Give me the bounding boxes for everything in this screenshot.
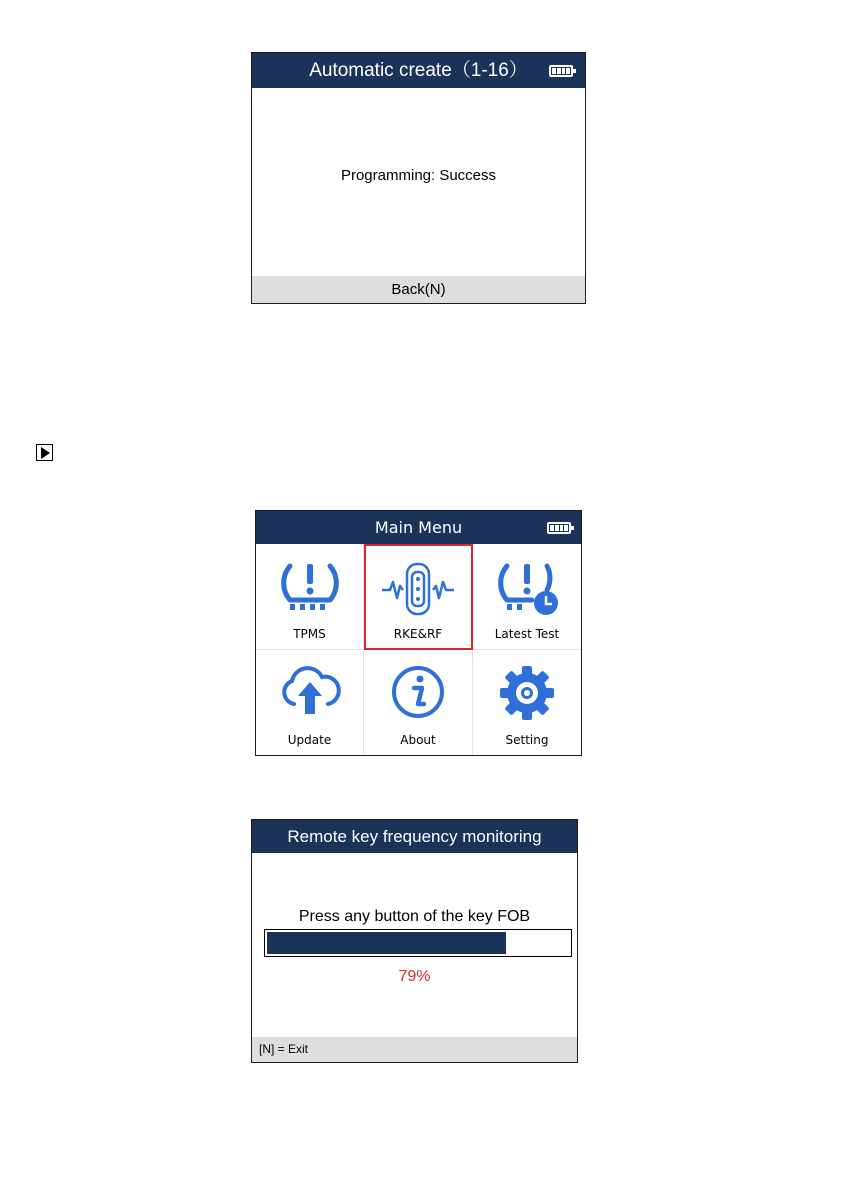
menu-item-rke-rf[interactable] <box>364 544 473 650</box>
progress-percent: 79% <box>398 968 431 985</box>
menu-item-label: RKE&RF <box>393 627 443 641</box>
gear-icon <box>498 664 556 722</box>
screen-title: Automatic create（1-16） <box>309 60 528 81</box>
menu-item-label: Latest Test <box>494 627 560 641</box>
battery-icon <box>549 65 573 77</box>
tpms-clock-icon <box>492 558 562 618</box>
play-bullet-icon <box>36 444 53 461</box>
remote-key-monitoring-screen <box>251 819 578 1063</box>
menu-grid <box>256 544 581 755</box>
screen-title: Main Menu <box>374 518 463 537</box>
battery-icon <box>547 522 571 534</box>
exit-hint[interactable]: [N] = Exit <box>252 1037 577 1062</box>
menu-item-label: Setting <box>505 733 549 747</box>
progress-bar <box>264 929 572 957</box>
menu-item-tpms[interactable] <box>256 544 364 650</box>
automatic-create-screen <box>251 52 586 304</box>
menu-item-label: TPMS <box>293 627 326 641</box>
tpms-icon <box>275 558 345 616</box>
menu-item-setting[interactable] <box>473 650 581 755</box>
main-menu-screen <box>255 510 582 756</box>
menu-item-label: About <box>400 733 436 747</box>
menu-item-about[interactable] <box>364 650 473 755</box>
title-bar <box>252 53 585 88</box>
status-message: Programming: Success <box>340 167 497 184</box>
progress-bar-fill <box>267 932 506 954</box>
menu-item-label: Update <box>287 733 332 747</box>
menu-item-latest-test[interactable] <box>473 544 581 650</box>
screen-title: Remote key frequency monitoring <box>287 827 542 846</box>
back-button[interactable]: Back(N) <box>252 276 585 303</box>
title-bar <box>256 511 581 544</box>
title-bar <box>252 820 577 853</box>
instruction-text: Press any button of the key FOB <box>298 908 531 925</box>
cloud-upload-icon <box>278 664 342 720</box>
key-fob-icon <box>380 558 456 618</box>
info-icon <box>390 664 446 720</box>
menu-item-update[interactable] <box>256 650 364 755</box>
